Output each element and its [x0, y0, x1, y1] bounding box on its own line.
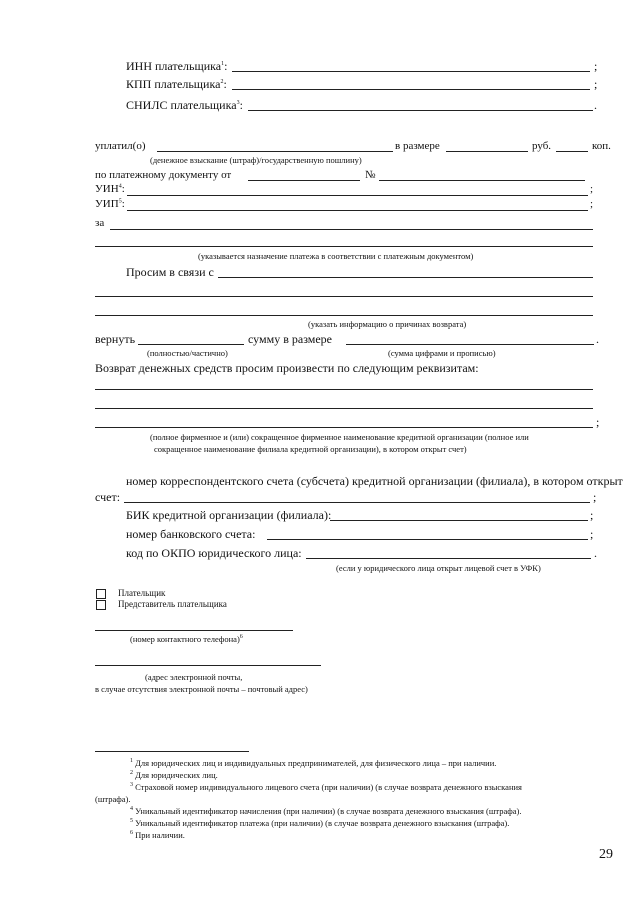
bank-hint-2: сокращенное наименование филиала кредитной организации), в котором открыт счет): [154, 444, 467, 454]
kpp-label: КПП плательщика$^2$:: [126, 77, 227, 91]
paid-hint: (денежное взыскание (штраф)/государственную пошлину): [150, 155, 362, 165]
uip-field[interactable]: [127, 210, 588, 211]
bik-label: БИК кредитной организации (филиала):: [126, 508, 332, 522]
corr-label-2: счет:: [95, 490, 121, 504]
rub-field[interactable]: [446, 151, 528, 152]
return-field[interactable]: [138, 344, 244, 345]
snils-label: СНИЛС плательщика$^3$:: [126, 98, 243, 112]
representative-checkbox-label: Представитель плательщика: [118, 599, 227, 609]
doc-label: по платежному документу от: [95, 169, 232, 181]
sum-label: сумму в размере: [248, 332, 333, 346]
footnote-5: $^5$ Уникальный идентификатор платежа (при наличии) (в случае возврата денежного взыскания (штрафа).: [130, 818, 510, 828]
sum-hint: (сумма цифрами и прописью): [388, 348, 496, 358]
paid-label: уплатил(о): [95, 140, 146, 152]
purpose-field[interactable]: [95, 246, 593, 247]
details-intro: Возврат денежных средств просим произвести по следующим реквизитам:: [95, 361, 479, 375]
representative-checkbox[interactable]: [96, 600, 106, 610]
footnote-3: $^3$ Страховой номер индивидуального лицевого счета (при наличии) (в случае возврата денежного взыскания: [130, 782, 522, 792]
okpo-label: код по ОКПО юридического лица:: [126, 546, 302, 560]
footnote-4: $^4$ Уникальный идентификатор начисления (при наличии) (в случае возврата денежного взыскания (штрафа).: [130, 806, 522, 816]
doc-date-field[interactable]: [248, 180, 360, 181]
email-hint-2: в случае отсутствия электронной почты – почтовый адрес): [95, 684, 308, 694]
bank-name-field-3[interactable]: [95, 427, 593, 428]
snils-field[interactable]: [248, 110, 593, 111]
footnote-2: $^2$ Для юридических лиц.: [130, 770, 218, 780]
uin-field[interactable]: [127, 195, 588, 196]
payer-checkbox[interactable]: [96, 589, 106, 599]
return-label: вернуть: [95, 332, 136, 346]
kpp-field[interactable]: [232, 89, 590, 90]
form-page: ИНН плательщика$^1$: ; КПП плательщика$^2$: ; СНИЛС плательщика$^3$: . уплатил(о) в размере руб. коп. (денежное взыскание (штраф)/государственную пошлину) по платежному документу от № УИН$^4$: ; УИП$^5$: ; за (указывается назначение платежа в соответствии с платежным документом) Просим в связи с (указать информацию о причинах возврата) вернуть сумму в размере . (полностью/частично) (сумма цифрами и прописью) Возврат денежных средств просим произвести по следующим реквизитам: ; (полное фирменное и (или) сокращенное фирменное наименование кредитной организации (полное или сокращенное наименование филиала кредитной организации), в котором открыт счет) номер корреспондентского счета (субсчета) кредитной организации (филиала), в котором открыт счет: ; БИК кредитной организации (филиала): ; номер банковского счета: ; код по ОКПО юридического лица: . (если у юридического лица открыт лицевой счет в УФК) Плательщик Представитель плательщика (номер контактного телефона)$^6$ (адрес электронной почты, в случае отсутствия электронной почты – почтовый адрес) $^1$ Для юридических лиц и индивидуальных предпринимателей, для физического лица – при наличии. $^2$ Для юридических лиц. $^3$ Страховой номер индивидуального лицевого счета (при наличии) (в случае возврата денежного взыскания (штрафа). $^4$ Уникальный идентификатор начисления (при наличии) (в случае возврата денежного взыскания (штрафа). $^5$ Уникальный идентификатор платежа (при наличии) (в случае возврата денежного взыскания (штрафа). $^6$ При наличии. 29: [95, 59, 623, 862]
reason-field[interactable]: [218, 277, 593, 278]
bank-hint-1: (полное фирменное и (или) сокращенное фирменное наименование кредитной организации (полное или: [150, 432, 529, 442]
kop-label: коп.: [592, 140, 611, 152]
amount-label: в размере: [395, 140, 440, 152]
doc-number-field[interactable]: [379, 180, 585, 181]
for-label: за: [95, 217, 105, 229]
footnote-6: $^6$ При наличии.: [130, 830, 185, 840]
reason-field-2[interactable]: [95, 296, 593, 297]
email-hint-1: (адрес электронной почты,: [145, 672, 243, 682]
uin-label: УИН$^4$:: [95, 183, 125, 195]
reason-hint: (указать информацию о причинах возврата): [308, 319, 467, 329]
bank-name-field[interactable]: [95, 389, 593, 390]
rub-label: руб.: [532, 140, 552, 152]
footnote-separator: [95, 751, 249, 752]
okpo-hint: (если у юридического лица открыт лицевой счет в УФК): [336, 563, 541, 573]
kop-field[interactable]: [556, 151, 588, 152]
payer-checkbox-label: Плательщик: [118, 588, 166, 598]
phone-field[interactable]: [95, 630, 293, 631]
corr-account-field[interactable]: [124, 502, 590, 503]
email-field[interactable]: [95, 665, 321, 666]
phone-hint: (номер контактного телефона)$^6$: [130, 634, 243, 644]
inn-label: ИНН плательщика$^1$:: [126, 59, 228, 73]
uip-label: УИП$^5$:: [95, 198, 125, 210]
footnote-3-cont: (штрафа).: [95, 794, 131, 804]
full-hint: (полностью/частично): [147, 348, 228, 358]
inn-field[interactable]: [232, 71, 590, 72]
number-sign: №: [365, 169, 376, 181]
ask-label: Просим в связи с: [126, 265, 214, 279]
corr-label-1: номер корреспондентского счета (субсчета) кредитной организации (филиала), в котором открыт: [126, 474, 623, 488]
reason-field-3[interactable]: [95, 315, 593, 316]
paid-field[interactable]: [157, 151, 393, 152]
footnote-1: $^1$ Для юридических лиц и индивидуальных предпринимателей, для физического лица – при наличии.: [130, 758, 497, 768]
account-field[interactable]: [267, 539, 588, 540]
account-label: номер банковского счета:: [126, 527, 256, 541]
purpose-hint: (указывается назначение платежа в соответствии с платежным документом): [198, 251, 474, 261]
bik-field[interactable]: [330, 520, 588, 521]
for-field[interactable]: [110, 229, 593, 230]
page-number: 29: [599, 847, 613, 862]
sum-field[interactable]: [346, 344, 594, 345]
bank-name-field-2[interactable]: [95, 408, 593, 409]
okpo-field[interactable]: [306, 558, 591, 559]
